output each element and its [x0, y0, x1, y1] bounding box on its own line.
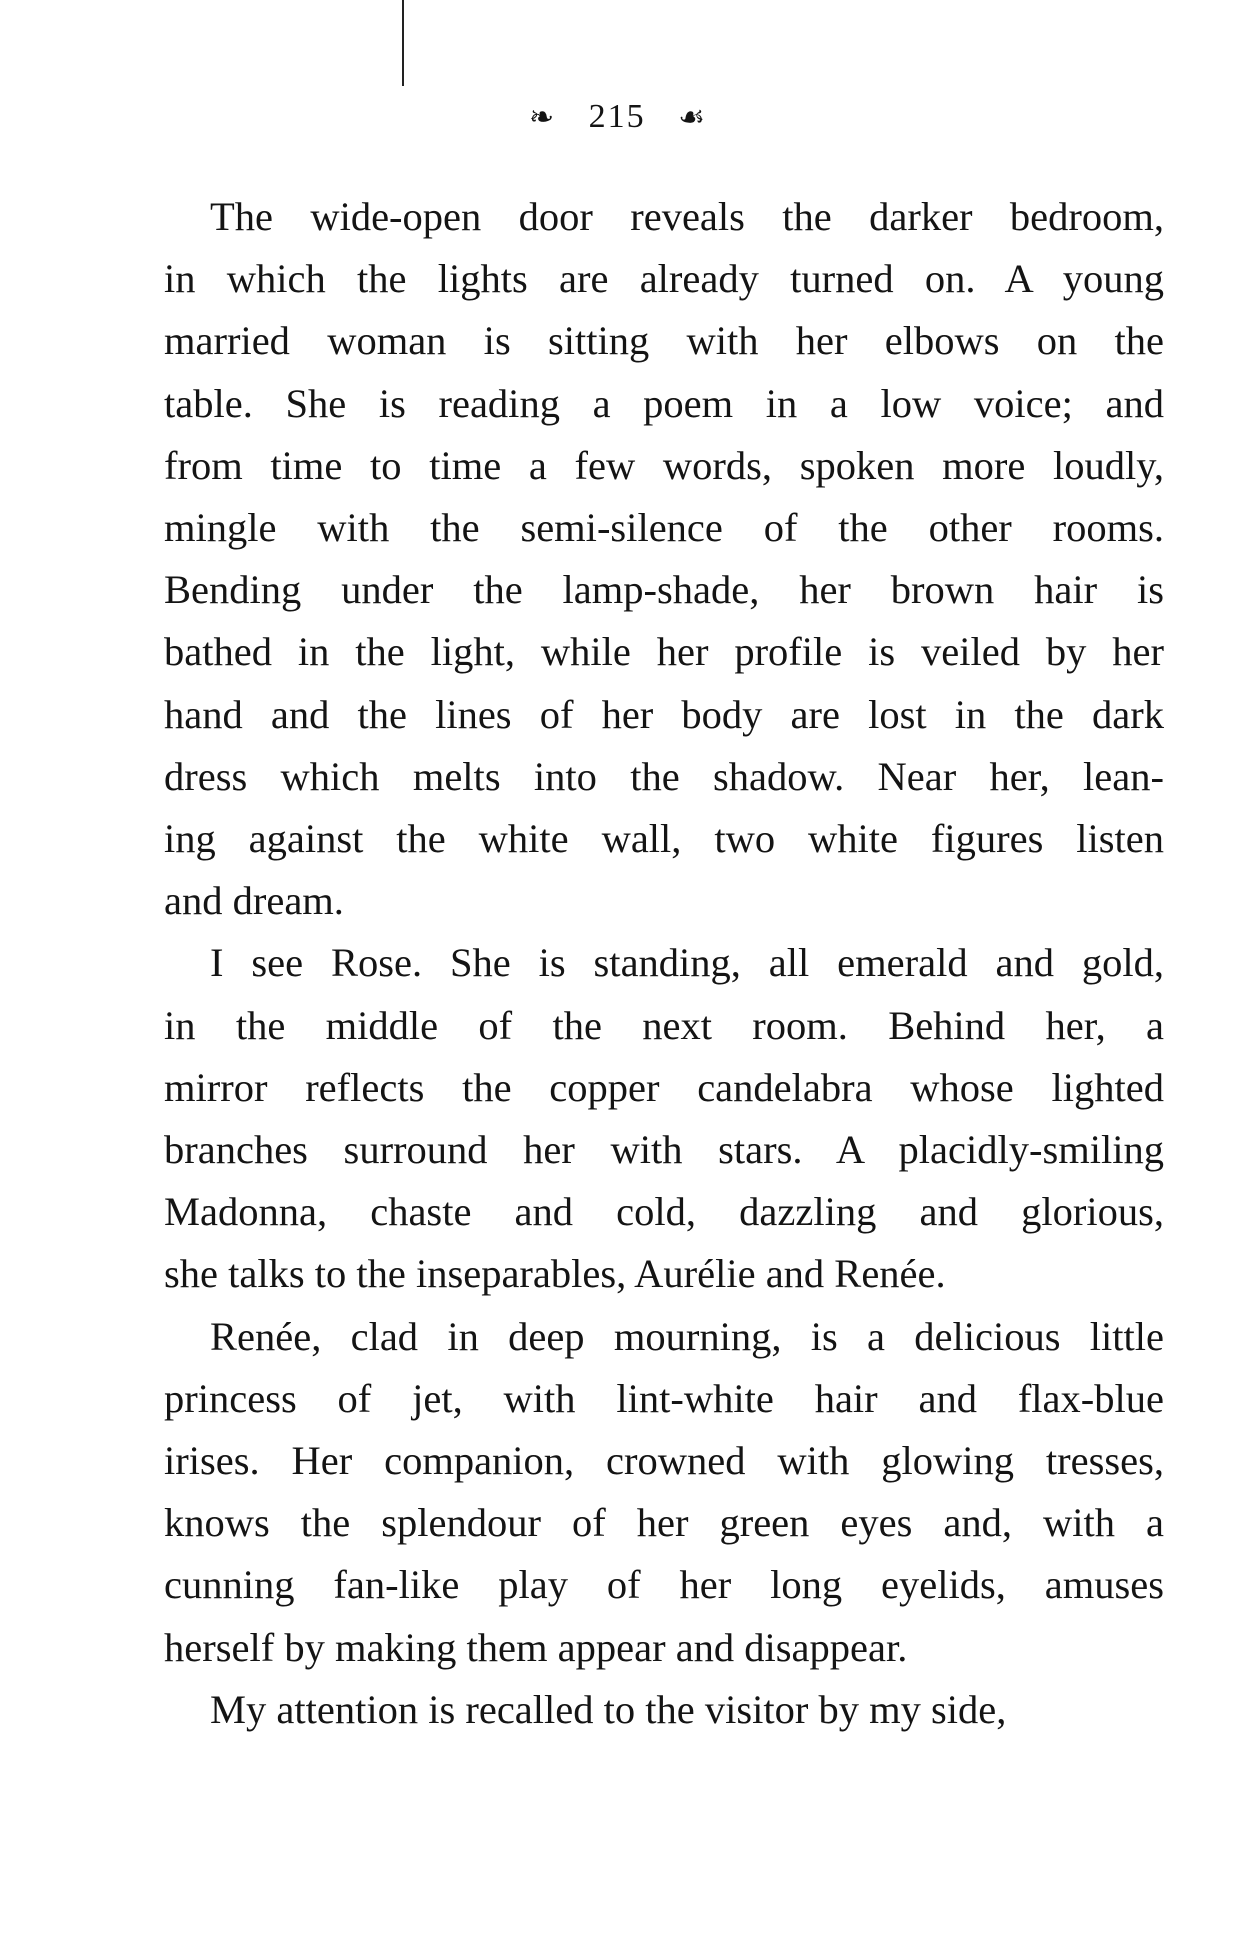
text-line: from time to time a few words, spoken more loudly, — [164, 442, 1164, 488]
text-line: in the middle of the next room. Behind her, a — [164, 1002, 1164, 1048]
fleuron-left-icon: ❧ — [528, 100, 557, 134]
text-line: hand and the lines of her body are lost in the dark — [164, 691, 1164, 737]
text-line: and dream. — [164, 878, 344, 924]
paragraph — [164, 1306, 1164, 1679]
text-line: Madonna, chaste and cold, dazzling and glorious, — [164, 1189, 1164, 1235]
text-line: dress which melts into the shadow. Near her, lean- — [164, 753, 1164, 799]
text-line: knows the splendour of her green eyes and, with a — [164, 1500, 1164, 1546]
text-line: mirror reflects the copper candelabra whose lighted — [164, 1064, 1164, 1110]
text-line: The wide-open door reveals the darker bedroom, — [210, 194, 1164, 239]
body-text — [164, 186, 1164, 1741]
text-line: princess of jet, with lint-white hair and flax-blue — [164, 1375, 1164, 1421]
text-line: branches surround her with stars. A placidly-smiling — [164, 1127, 1164, 1173]
text-line: married woman is sitting with her elbows on the — [164, 318, 1164, 364]
page-number: 215 — [588, 98, 646, 135]
text-line: table. She is reading a poem in a low voice; and — [164, 380, 1164, 426]
text-line: Bending under the lamp-shade, her brown hair is — [164, 567, 1164, 613]
text-line: I see Rose. She is standing, all emerald and gold, — [210, 940, 1164, 986]
page-header — [0, 98, 1236, 137]
paragraph — [164, 1679, 1164, 1741]
paragraph — [164, 186, 1164, 932]
text-line: My attention is recalled to the visitor by my side, — [210, 1686, 1007, 1732]
text-line: cunning fan-like play of her long eyelids, amuses — [164, 1562, 1164, 1608]
text-line: bathed in the light, while her profile is veiled by her — [164, 629, 1164, 675]
text-line: in which the lights are already turned on. A young — [164, 256, 1164, 302]
text-line: mingle with the semi-silence of the other rooms. — [164, 505, 1164, 551]
text-line: Renée, clad in deep mourning, is a delicious little — [210, 1313, 1164, 1359]
paragraph — [164, 932, 1164, 1305]
gutter-mark — [402, 0, 404, 86]
text-line: she talks to the inseparables, Aurélie and Renée. — [164, 1251, 946, 1297]
text-line: ing against the white wall, two white figures listen — [164, 816, 1164, 862]
text-line: herself by making them appear and disappear. — [164, 1624, 908, 1670]
text-line: irises. Her companion, crowned with glowing tresses, — [164, 1438, 1164, 1484]
fleuron-right-icon: ☙ — [678, 100, 708, 134]
